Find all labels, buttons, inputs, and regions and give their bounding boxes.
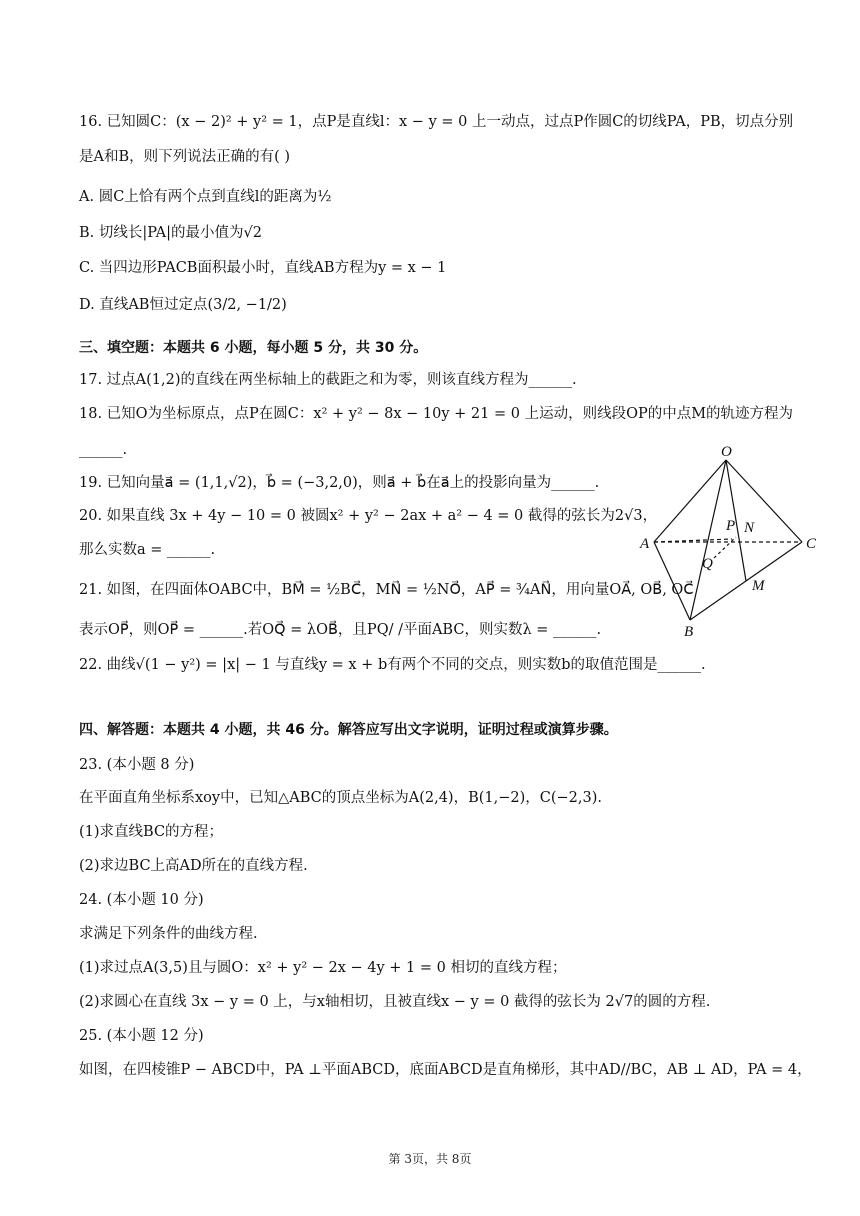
q23-part2: (2)求边BC上高AD所在的直线方程. (79, 858, 308, 874)
page-footer: 第 3页，共 8页 (388, 1152, 472, 1166)
q22: 22. 曲线√(1 − y²) = |x| − 1 与直线y = x + b有两个不同的交点，则实数b的取值范围是______. (79, 657, 706, 673)
q19: 19. 已知向量a⃗ = (1,1,√2)，b⃗ = (−3,2,0)，则a⃗ + b⃗在a⃗上的投影向量为______. (79, 475, 600, 491)
q18-line1: 18. 已知O为坐标原点，点P在圆C：x² + y² − 8x − 10y + 21 = 0 上运动，则线段OP的中点M的轨迹方程为 (79, 406, 794, 422)
q20-line1: 20. 如果直线 3x + 4y − 10 = 0 被圆x² + y² − 2ax + a² − 4 = 0 截得的弦长为2√3， (79, 508, 658, 524)
q24-stem: 求满足下列条件的曲线方程. (79, 926, 258, 942)
q23-part1: (1)求直线BC的方程； (79, 824, 224, 840)
label-a: A (640, 536, 650, 552)
label-n: N (744, 520, 755, 536)
label-m: M (752, 578, 765, 594)
q20-line2: 那么实数a = ______. (79, 542, 216, 558)
q17: 17. 过点A(1,2)的直线在两坐标轴上的截距之和为零，则该直线方程为______. (79, 372, 577, 388)
section-3-heading: 三、填空题：本题共 6 小题，每小题 5 分，共 30 分。 (79, 340, 428, 356)
label-b: B (684, 624, 694, 640)
label-q: Q (702, 556, 713, 572)
q16-line2: 是A和B，则下列说法正确的有( ) (79, 149, 291, 165)
q21-line2: 表示OP⃗，则OP⃗ = ______.若OQ⃗ = λOB⃗，且PQ/ /平面ABC，则实数λ = ______. (79, 622, 602, 638)
label-p: P (726, 518, 736, 534)
q21-line1: 21. 如图，在四面体OABC中，BM⃗ = ½BC⃗，MN⃗ = ½NO⃗，AP⃗ = ¾AN⃗，用向量OA⃗, OB⃗, OC⃗ (79, 582, 694, 598)
q16-line1: 16. 已知圆C：(x − 2)² + y² = 1，点P是直线l：x − y = 0 上一动点，过点P作圆C的切线PA，PB，切点分别 (79, 114, 794, 130)
label-c: C (806, 536, 817, 552)
q25-stem: 如图，在四棱锥P − ABCD中，PA ⊥平面ABCD，底面ABCD是直角梯形，其中AD//BC，AB ⊥ AD，PA = 4， (79, 1062, 812, 1078)
q16-option-a: A. 圆C上恰有两个点到直线l的距离为½ (79, 189, 332, 205)
q23-heading: 23. (本小题 8 分) (79, 757, 195, 773)
label-o: O (721, 444, 732, 460)
tetrahedron-figure (636, 444, 826, 640)
q16-option-d: D. 直线AB恒过定点(3/2, −1/2) (79, 297, 287, 313)
q24-heading: 24. (本小题 10 分) (79, 892, 204, 908)
q18-line2: ______. (79, 442, 128, 458)
q24-part2: (2)求圆心在直线 3x − y = 0 上，与x轴相切，且被直线x − y = 0 截得的弦长为 2√7的圆的方程. (79, 994, 711, 1010)
q25-heading: 25. (本小题 12 分) (79, 1028, 204, 1044)
q23-stem: 在平面直角坐标系xoy中，已知△ABC的顶点坐标为A(2,4)，B(1,−2)，C(−2,3). (79, 790, 602, 806)
section-4-heading: 四、解答题：本题共 4 小题，共 46 分。解答应写出文字说明，证明过程或演算步骤。 (79, 722, 618, 738)
q16-option-c: C. 当四边形PACB面积最小时，直线AB方程为y = x − 1 (79, 260, 447, 276)
q16-option-b: B. 切线长|PA|的最小值为√2 (79, 225, 263, 241)
q24-part1: (1)求过点A(3,5)且与圆O：x² + y² − 2x − 4y + 1 = 0 相切的直线方程； (79, 960, 567, 976)
